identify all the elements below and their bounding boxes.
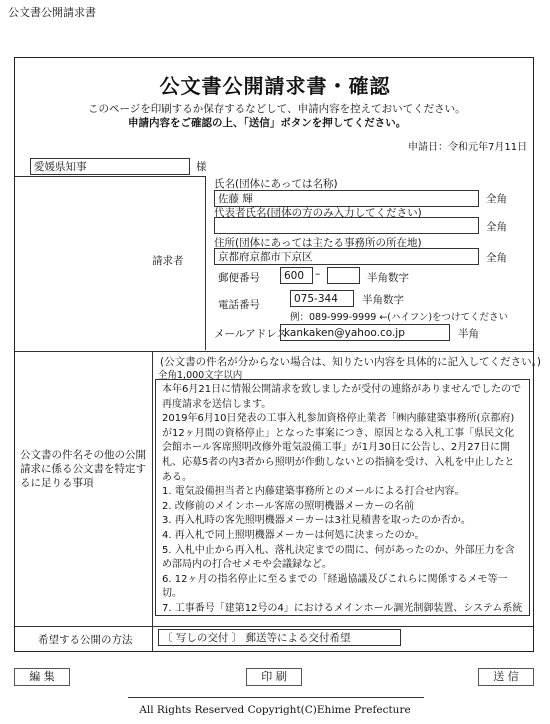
section-divider — [15, 176, 205, 177]
copyright: All Rights Reserved Copyright(C)Ehime Prefecture — [139, 704, 411, 716]
paragraph: 5. 入札中止から再入札、落札決定までの間に、何があったのか、外部圧力を含め部局内の打合せメモや会議録など。 — [162, 544, 515, 571]
postal-code-1-field[interactable]: 600 — [280, 267, 313, 284]
edit-button[interactable]: 編 集 — [14, 668, 70, 686]
section-divider — [15, 351, 533, 352]
phone-label: 電話番号 — [218, 299, 260, 311]
document-limit: 全角1,000文字以内 — [158, 370, 243, 381]
intro-line-2: 申請内容をご確認の上、「送信」ボタンを押してください。 — [128, 117, 407, 129]
name-label: 氏名(団体にあっては名称) — [214, 178, 338, 190]
paragraph: 2019年6月10日発表の工事入札参加資格停止業者「㈱内藤建築事務所(京都府)が12ヶ月間の資格停止」となった事案につき、原因となる入札工事「県民文化会館ホール客席照明改修外電気設備工事」が1月30日に公告し、2月27日に開札、応募5者の内3者から照明が作動しないとの指摘を受け、入札を中止したとある。 — [162, 413, 515, 483]
email-field[interactable]: kankaken@yahoo.co.jp — [280, 324, 450, 341]
representative-label: 代表者氏名(団体の方のみ入力してください) — [214, 207, 422, 219]
name-field[interactable]: 佐藤 輝 — [214, 190, 479, 207]
address-label: 住所(団体にあっては主たる事務所の所在地) — [214, 237, 422, 249]
phone-example: 例：089-999-9999 ←(ハイフン)をつけてください — [290, 312, 509, 323]
postal-code-2-field[interactable] — [327, 267, 360, 284]
paragraph: 3. 再入札時の客先照明機器メーカーは3社見積書を取ったのか否か。 — [162, 515, 471, 527]
paragraph: 1. 電気設備担当者と内藤建築事務所とのメールによる打合せ内容。 — [162, 486, 465, 498]
section-divider — [15, 626, 533, 627]
paragraph: 7. 工事番号「建第12号の4」におけるメインホール調光制御装置、システム系統 — [162, 602, 523, 614]
intro-line-1: このページを印刷するか保存するなどして、申請内容を控えておいてください。 — [88, 103, 466, 115]
phone-note: 半角数字 — [362, 294, 404, 306]
footer-divider — [128, 697, 424, 698]
paragraph: 4. 再入札で同上照明機器メーカーは何処に決まったのか。 — [162, 529, 425, 541]
page-header: 公文書公開請求書 — [8, 6, 96, 19]
paragraph: 6. 12ヶ月の指名停止に至るまでの「経過協議及びこれらに関係するメモ等一切。 — [162, 573, 508, 600]
postal-separator: – — [315, 268, 321, 280]
method-field[interactable]: 〔 写しの交付 〕 郵送等による交付希望 — [158, 629, 401, 646]
document-details-textarea[interactable] — [155, 379, 530, 616]
representative-field[interactable] — [214, 217, 479, 234]
recipient-suffix: 様 — [196, 161, 207, 173]
requester-label: 請求者 — [152, 255, 184, 267]
paragraph: 2. 改修前のメインホール客席の照明機器メーカーの名前 — [162, 500, 415, 512]
section-divider — [205, 176, 206, 350]
send-button[interactable]: 送 信 — [478, 668, 534, 686]
phone-field[interactable]: 075-344 — [290, 290, 354, 307]
paragraph: 本年6月21日に情報公開請求を致しましたが受付の連絡がありませんでしたので再度請求を送信します。 — [162, 384, 522, 410]
postal-note: 半角数字 — [367, 272, 409, 284]
method-label: 希望する公開の方法 — [38, 634, 133, 646]
print-button[interactable]: 印 刷 — [246, 668, 302, 686]
postal-label: 郵便番号 — [218, 272, 260, 284]
zenkaku-note: 全角 — [486, 193, 507, 205]
document-label: 公文書の件名その他の公開請求に係る公文書を特定するに足りる事項 — [20, 449, 146, 489]
address-field[interactable]: 京都府京都市下京区 — [214, 248, 479, 265]
recipient-field[interactable]: 愛媛県知事 — [30, 158, 190, 175]
zenkaku-note: 全角 — [486, 252, 507, 264]
email-note: 半角 — [458, 328, 479, 340]
application-date: 申請日：令和元年7月11日 — [408, 142, 528, 153]
section-divider — [152, 626, 153, 651]
page-title: 公文書公開請求書・確認 — [159, 74, 391, 98]
section-divider — [152, 351, 153, 626]
email-label: メールアドレス — [214, 328, 287, 340]
document-hint: (公文書の件名が分からない場合は、知りたい内容を具体的に記入してください。) — [160, 356, 541, 368]
zenkaku-note: 全角 — [486, 221, 507, 233]
